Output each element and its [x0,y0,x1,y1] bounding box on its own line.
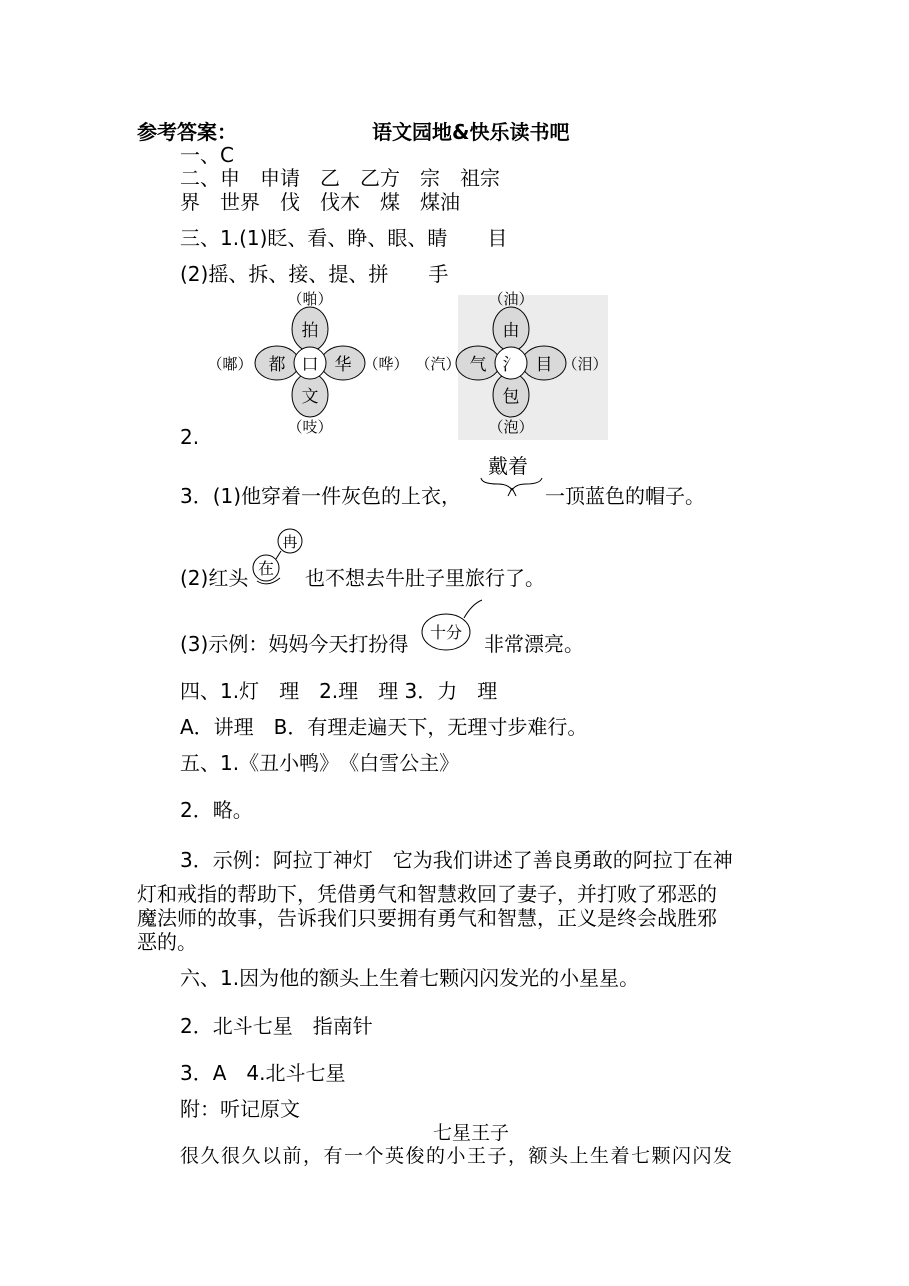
section-6-line-1: 六、1.因为他的额头上生着七颗闪闪发光的小星星。 [180,966,640,990]
petal-top-text-1: 拍 [301,321,319,341]
out-left-text-2: （汽） [415,355,461,373]
section-5-line-5: 魔法师的故事，告诉我们只要拥有勇气和智慧，正义是终会战胜邪 [137,906,717,930]
section-5-line-6: 恶的。 [137,930,197,954]
section-2-row-2: 界 世界 伐 伐木 煤 煤油 [180,190,460,214]
answer-label: 参考答案： [137,120,237,144]
insertion-caret-1 [478,476,546,498]
section-4-line-2: A．讲理 B．有理走遍天下，无理寸步难行。 [180,715,588,739]
flower-diagrams [200,285,620,445]
insertion-word-1: 戴着 [488,454,528,478]
petal-bottom-text-2: 包 [502,387,520,407]
appendix-label: 附：听记原文 [180,1097,300,1121]
petal-bottom-text-1: 文 [301,387,319,407]
out-left-text-1: （嘟） [207,355,253,373]
addition-mark [420,596,488,658]
out-bottom-text-1: （吱） [287,418,333,436]
out-bottom-text-2: （泡） [488,418,534,436]
out-right-text-1: （哗） [363,355,409,373]
petal-left-text-2: 气 [469,355,487,375]
petal-left-text-1: 都 [268,355,286,375]
story-title: 七星王子 [433,1122,510,1144]
out-top-text-2: （油） [488,290,534,308]
petal-right-text-1: 华 [334,355,352,375]
section-2-row-1: 二、申 申请 乙 乙方 宗 祖宗 [180,166,500,190]
section-5-line-1: 五、1.《丑小鸭》 《白雪公主》 [180,751,460,775]
old-char-text: 在 [257,559,275,578]
section-3-line-2: (2)摇、拆、接、提、拼 手 [180,262,449,286]
correction-mark [248,526,308,588]
section-5-line-2: 2．略。 [180,798,253,822]
section-3-item-3-3-before: (3)示例：妈妈今天打扮得 [180,632,409,656]
section-5-line-4: 灯和戒指的帮助下，凭借勇气和智慧救回了妻子，并打败了邪恶的 [137,882,717,906]
section-3-item-3-1-before: 3．(1)他穿着一件灰色的上衣， [180,484,462,508]
petal-top-text-2: 由 [502,321,520,341]
story-first-line: 很久很久以前，有一个英俊的小王子，额头上生着七颗闪闪发 [180,1145,734,1167]
section-3-item-3-2-after: 也不想去牛肚子里旅行了。 [305,566,545,590]
out-top-text-1: （啪） [287,290,333,308]
section-5-line-3: 3．示例：阿拉丁神灯 它为我们讲述了善良勇敢的阿拉丁在神 [180,848,733,872]
section-3-line-1: 三、1.(1)眨、看、睁、眼、睛 目 [180,226,508,250]
page-title: 语文园地&快乐读书吧 [372,120,570,144]
section-3-item-3-1-after: 一顶蓝色的帽子。 [545,484,705,508]
out-right-text-2: （泪） [562,355,608,373]
petal-right-text-2: 目 [535,355,553,375]
section-1-answer: 一、C [180,143,234,167]
new-char-text: 冉 [282,533,298,551]
center-text-2: 氵 [502,355,520,375]
section-6-line-2: 2．北斗七星 指南针 [180,1014,373,1038]
flower-diagram-1 [207,290,408,436]
section-3-item-2: 2. [180,425,200,449]
section-4-line-1: 四、1.灯 理 2.理 理 3．力 理 [180,679,498,703]
addition-text: 十分 [429,623,463,642]
section-3-item-3-2-before: (2)红头 [180,566,249,590]
center-text-1: 口 [301,355,319,375]
section-6-line-3: 3．A 4.北斗七星 [180,1061,346,1085]
section-3-item-3-3-after: 非常漂亮。 [484,632,584,656]
